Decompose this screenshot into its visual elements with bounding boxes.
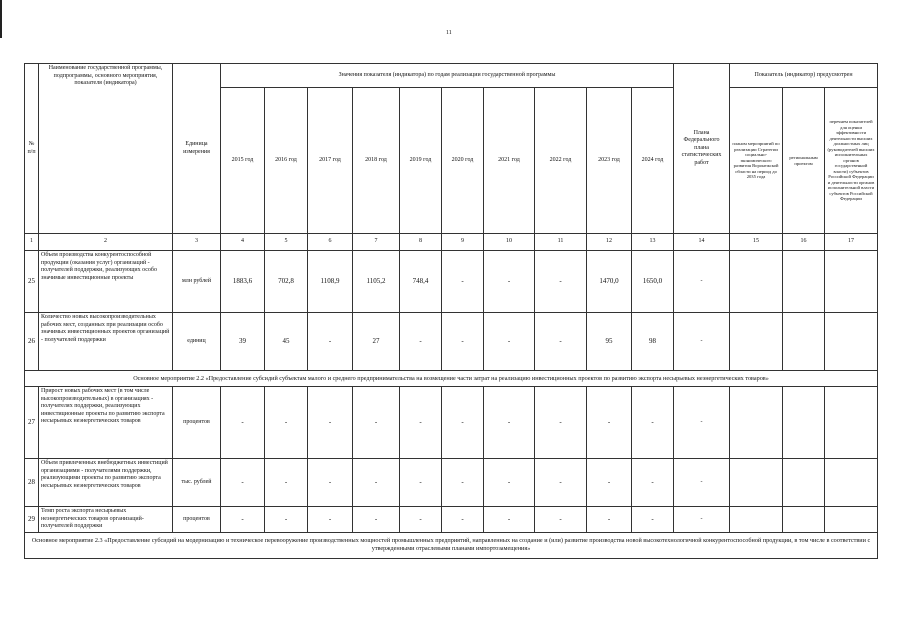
year-value-cell: - [265, 507, 308, 533]
header-col-no: № п/п [25, 64, 39, 234]
year-value-cell: 39 [221, 313, 265, 371]
year-value-cell: 702,8 [265, 251, 308, 313]
column-index-cell: 13 [632, 234, 674, 251]
column-index-cell: 5 [265, 234, 308, 251]
header-col-perf: перечнем показателей для оценки эффективности деятельности высших должностных лиц (руководителей высших исполнительных органов государственной власти) субъектов Российской Федерации и деятельности органов исполнительной власти субъектов Российской Федерации [825, 88, 878, 234]
column-index-cell: 17 [825, 234, 878, 251]
strategy-cell [730, 459, 783, 507]
header-year: 2024 год [632, 88, 674, 234]
year-value-cell: 98 [632, 313, 674, 371]
header-year: 2020 год [442, 88, 484, 234]
year-value-cell: - [442, 251, 484, 313]
indicator-name: Темп роста экспорта несырьевых неэнергетических товаров организаций-получателей поддержки [39, 507, 173, 533]
header-col-regional: региональным проектом [783, 88, 825, 234]
year-value-cell: - [265, 459, 308, 507]
year-value-cell: - [587, 507, 632, 533]
indicator-name: Прирост новых рабочих мест (в том числе высокопроизводительных) в организациях - получателях поддержки, реализующих инвестиционные проекты по развитию экспорта несырьевых неэнергетических товаров [39, 387, 173, 459]
year-value-cell: - [535, 313, 587, 371]
year-value-cell: - [221, 387, 265, 459]
year-value-cell: - [632, 459, 674, 507]
year-value-cell: 95 [587, 313, 632, 371]
row-number: 26 [25, 313, 39, 371]
year-value-cell: - [535, 387, 587, 459]
unit-cell: процентов [173, 387, 221, 459]
row-number: 28 [25, 459, 39, 507]
year-value-cell: - [535, 251, 587, 313]
header-year: 2016 год [265, 88, 308, 234]
year-value-cell: - [484, 251, 535, 313]
regional-project-cell [783, 507, 825, 533]
unit-cell: процентов [173, 507, 221, 533]
year-value-cell: 1470,0 [587, 251, 632, 313]
federal-plan-cell: - [674, 507, 730, 533]
section-2-3-title: Основное мероприятие 2.3 «Предоставление субсидий на модернизацию и техническое перевооружение производственных мощностей промышленных предприятий, направленных на создание и (или) развитие производства новой высокотехнологичной конкурентоспособной продукции, в том числе в соответствии с утвержденными отраслевыми планами импортозамещения» [25, 532, 878, 558]
year-value-cell: - [400, 507, 442, 533]
column-index-cell: 12 [587, 234, 632, 251]
performance-list-cell [825, 387, 878, 459]
row-number: 27 [25, 387, 39, 459]
column-index-cell: 2 [39, 234, 173, 251]
year-value-cell: - [484, 313, 535, 371]
regional-project-cell [783, 251, 825, 313]
performance-list-cell [825, 251, 878, 313]
unit-cell: млн рублей [173, 251, 221, 313]
year-value-cell: - [442, 313, 484, 371]
strategy-cell [730, 313, 783, 371]
year-value-cell: - [400, 313, 442, 371]
table-row [25, 507, 878, 533]
regional-project-cell [783, 313, 825, 371]
column-index-cell: 9 [442, 234, 484, 251]
header-year: 2018 год [353, 88, 400, 234]
regional-project-cell [783, 459, 825, 507]
header-year: 2022 год [535, 88, 587, 234]
indicator-name: Объем привлеченных внебюджетных инвестиций организациями - получателями поддержки, реализующими проекты по развитию экспорта несырьевых неэнергетических товаров [39, 459, 173, 507]
column-index-cell: 4 [221, 234, 265, 251]
performance-list-cell [825, 313, 878, 371]
column-index-cell: 8 [400, 234, 442, 251]
column-index-cell: 11 [535, 234, 587, 251]
performance-list-cell [825, 507, 878, 533]
column-index-cell: 16 [783, 234, 825, 251]
header-year: 2023 год [587, 88, 632, 234]
year-value-cell: - [587, 459, 632, 507]
header-col-federal: Плана Федерального плана статистических работ [674, 64, 730, 234]
year-value-cell: - [353, 507, 400, 533]
header-values-group: Значения показателя (индикатора) по годам реализации государственной программы [221, 64, 674, 88]
year-value-cell: - [632, 507, 674, 533]
year-value-cell: - [484, 459, 535, 507]
year-value-cell: - [308, 387, 353, 459]
indicator-name: Объем производства конкурентоспособной продукции (оказания услуг) организаций - получателей поддержки, реализующих особо значимые инвестиционные проекты [39, 251, 173, 313]
year-value-cell: 1883,6 [221, 251, 265, 313]
year-value-cell: - [221, 507, 265, 533]
column-index-cell: 14 [674, 234, 730, 251]
year-value-cell: - [442, 459, 484, 507]
header-col-name: Наименование государственной программы, подпрограммы, основного мероприятия, показателя (индикатора) [39, 64, 173, 234]
year-value-cell: - [484, 507, 535, 533]
year-value-cell: - [400, 459, 442, 507]
year-value-cell: 45 [265, 313, 308, 371]
federal-plan-cell: - [674, 313, 730, 371]
year-value-cell: - [221, 459, 265, 507]
year-value-cell: - [308, 507, 353, 533]
year-value-cell: 1108,9 [308, 251, 353, 313]
year-value-cell: - [308, 459, 353, 507]
header-year: 2019 год [400, 88, 442, 234]
indicators-table [24, 63, 878, 559]
table-row [25, 251, 878, 313]
table-row [25, 387, 878, 459]
year-value-cell: - [587, 387, 632, 459]
header-source-group: Показатель (индикатор) предусмотрен [730, 64, 878, 88]
scan-edge-mark [0, 0, 2, 38]
header-year: 2017 год [308, 88, 353, 234]
year-value-cell: - [484, 387, 535, 459]
column-index-row [25, 234, 878, 251]
column-index-cell: 3 [173, 234, 221, 251]
year-value-cell: - [535, 459, 587, 507]
row-number: 25 [25, 251, 39, 313]
section-2-2-title: Основное мероприятие 2.2 «Предоставление субсидий субъектам малого и среднего предпринимательства на возмещение части затрат на реализацию инвестиционных проектов по развитию экспорта несырьевых неэнергетических товаров» [25, 371, 878, 387]
indicator-name: Количество новых высокопроизводительных рабочих мест, созданных при реализации особо значимых инвестиционных проектов организаций - получателей поддержки [39, 313, 173, 371]
column-index-cell: 15 [730, 234, 783, 251]
performance-list-cell [825, 459, 878, 507]
year-value-cell: 748,4 [400, 251, 442, 313]
strategy-cell [730, 251, 783, 313]
year-value-cell: 1105,2 [353, 251, 400, 313]
federal-plan-cell: - [674, 459, 730, 507]
year-value-cell: 1650,0 [632, 251, 674, 313]
column-index-cell: 10 [484, 234, 535, 251]
unit-cell: единиц [173, 313, 221, 371]
column-index-cell: 7 [353, 234, 400, 251]
table-row [25, 313, 878, 371]
header-col-unit: Единица измерения [173, 64, 221, 234]
table-row [25, 459, 878, 507]
column-index-cell: 6 [308, 234, 353, 251]
column-index-cell: 1 [25, 234, 39, 251]
unit-cell: тыс. рублей [173, 459, 221, 507]
page-number: 11 [446, 30, 452, 36]
header-col-strategy: планом мероприятий по реализации Стратегии социально-экономического развития Воронежской области на период до 2035 года [730, 88, 783, 234]
year-value-cell: - [265, 387, 308, 459]
year-value-cell: - [535, 507, 587, 533]
regional-project-cell [783, 387, 825, 459]
year-value-cell: - [442, 507, 484, 533]
year-value-cell: - [400, 387, 442, 459]
row-number: 29 [25, 507, 39, 533]
year-value-cell: - [353, 387, 400, 459]
year-value-cell: 27 [353, 313, 400, 371]
strategy-cell [730, 507, 783, 533]
year-value-cell: - [308, 313, 353, 371]
federal-plan-cell: - [674, 251, 730, 313]
header-year: 2015 год [221, 88, 265, 234]
year-value-cell: - [353, 459, 400, 507]
federal-plan-cell: - [674, 387, 730, 459]
year-value-cell: - [632, 387, 674, 459]
header-year: 2021 год [484, 88, 535, 234]
strategy-cell [730, 387, 783, 459]
year-value-cell: - [442, 387, 484, 459]
